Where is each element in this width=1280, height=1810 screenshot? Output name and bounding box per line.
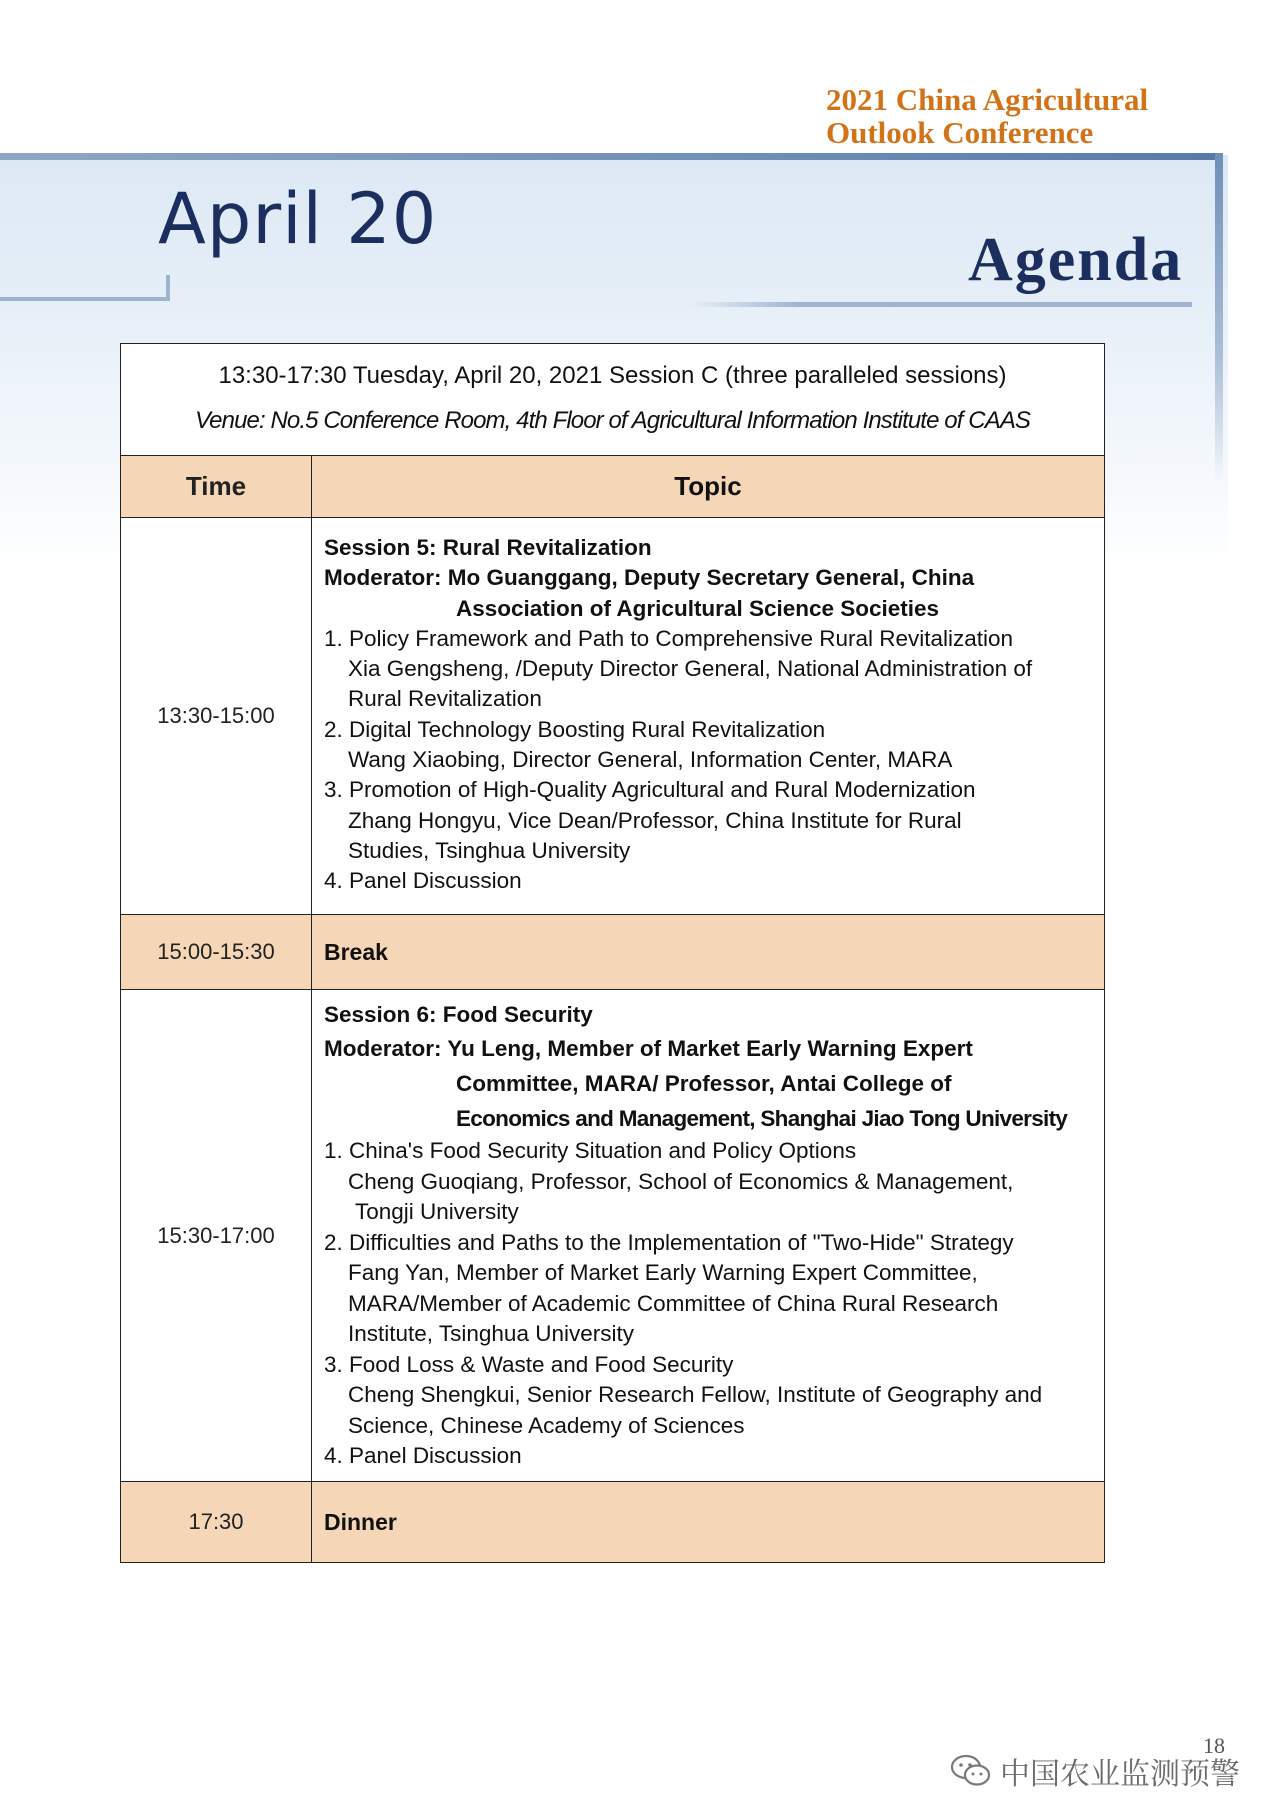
session5-moderator-line2: Association of Agricultural Science Societies	[456, 595, 940, 621]
dinner-label: Dinner	[324, 1508, 397, 1535]
session5-item1-speaker-line1: Xia Gengsheng, /Deputy Director General, National Administration of	[348, 656, 1033, 682]
table-row-session5	[121, 518, 1104, 915]
session6-moderator-line1: Moderator: Yu Leng, Member of Market Early Warning Expert	[324, 1036, 973, 1061]
session6-time: 15:30-17:00	[121, 990, 312, 1481]
page-date-title: April 20	[158, 178, 438, 260]
session6-item2-speaker-line2: MARA/Member of Academic Committee of China Rural Research	[348, 1290, 999, 1316]
session5-time: 13:30-15:00	[121, 518, 312, 914]
session6-item1-speaker-line1: Cheng Guoqiang, Professor, School of Economics & Management,	[348, 1168, 1014, 1194]
conference-title-line1: 2021 China Agricultural	[826, 82, 1149, 117]
table-row-session6	[121, 990, 1104, 1482]
session5-item3: 3. Promotion of High-Quality Agricultural and Rural Modernization	[324, 777, 976, 803]
conference-title	[826, 83, 1226, 149]
session5-item2: 2. Digital Technology Boosting Rural Revitalization	[324, 716, 826, 742]
agenda-underline	[690, 302, 1192, 307]
page-number: 18	[1203, 1733, 1225, 1758]
agenda-table	[120, 343, 1105, 1563]
session6-item3-speaker-line2: Science, Chinese Academy of Sciences	[348, 1412, 745, 1438]
break-time: 15:00-15:30	[121, 915, 312, 989]
conference-title-line2: Outlook Conference	[826, 115, 1094, 150]
session-time-line: 13:30-17:30 Tuesday, April 20, 2021 Session C (three paralleled sessions)	[218, 362, 1007, 389]
break-label: Break	[324, 938, 388, 965]
column-header-time: Time	[121, 456, 312, 517]
session5-topic	[312, 518, 1104, 914]
session-header	[121, 344, 1104, 456]
session6-topic	[312, 990, 1104, 1481]
session6-item3-speaker-line1: Cheng Shengkui, Senior Research Fellow, Institute of Geography and	[348, 1382, 1043, 1407]
watermark-text: 中国农业监测预警	[1000, 1757, 1240, 1792]
session5-item3-speaker-line1: Zhang Hongyu, Vice Dean/Professor, China Institute for Rural	[348, 807, 962, 833]
session6-item2: 2. Difficulties and Paths to the Implementation of "Two-Hide" Strategy	[324, 1229, 1014, 1255]
header-rule-right	[1215, 153, 1223, 483]
session5-item2-speaker: Wang Xiaobing, Director General, Information Center, MARA	[348, 747, 953, 773]
session-venue-line: Venue: No.5 Conference Room, 4th Floor of Agricultural Information Institute of CAAS	[194, 407, 1031, 434]
column-header-topic: Topic	[674, 471, 742, 501]
session6-moderator-line2: Committee, MARA/ Professor, Antai College of	[456, 1071, 952, 1096]
agenda-title: Agenda	[968, 226, 1184, 294]
table-header-row	[121, 456, 1104, 518]
table-row-dinner	[121, 1482, 1104, 1562]
session6-item3: 3. Food Loss & Waste and Food Security	[324, 1351, 734, 1377]
session6-item1-speaker-line2: Tongji University	[355, 1199, 519, 1224]
session5-item1-speaker-line2: Rural Revitalization	[348, 686, 542, 712]
session5-item4: 4. Panel Discussion	[324, 868, 522, 894]
watermark	[950, 1749, 1240, 1793]
session6-title: Session 6: Food Security	[324, 1002, 593, 1027]
session6-item4: 4. Panel Discussion	[324, 1443, 522, 1468]
session6-item2-speaker-line1: Fang Yan, Member of Market Early Warning Expert Committee,	[348, 1260, 978, 1285]
session5-item1: 1. Policy Framework and Path to Comprehensive Rural Revitalization	[324, 625, 1014, 651]
session6-item1: 1. China's Food Security Situation and Policy Options	[324, 1138, 857, 1163]
date-underline	[0, 287, 170, 301]
wechat-icon	[950, 1753, 992, 1789]
header-rule-top	[0, 153, 1222, 160]
dinner-time: 17:30	[121, 1482, 312, 1562]
table-row-break	[121, 915, 1104, 990]
session5-title: Session 5: Rural Revitalization	[324, 535, 652, 560]
session5-moderator-line1: Moderator: Mo Guanggang, Deputy Secretary General, China	[324, 565, 975, 591]
session5-item3-speaker-line2: Studies, Tsinghua University	[348, 837, 631, 863]
session6-moderator-line3: Economics and Management, Shanghai Jiao Tong University	[456, 1106, 1068, 1131]
session6-item2-speaker-line3: Institute, Tsinghua University	[348, 1321, 634, 1346]
